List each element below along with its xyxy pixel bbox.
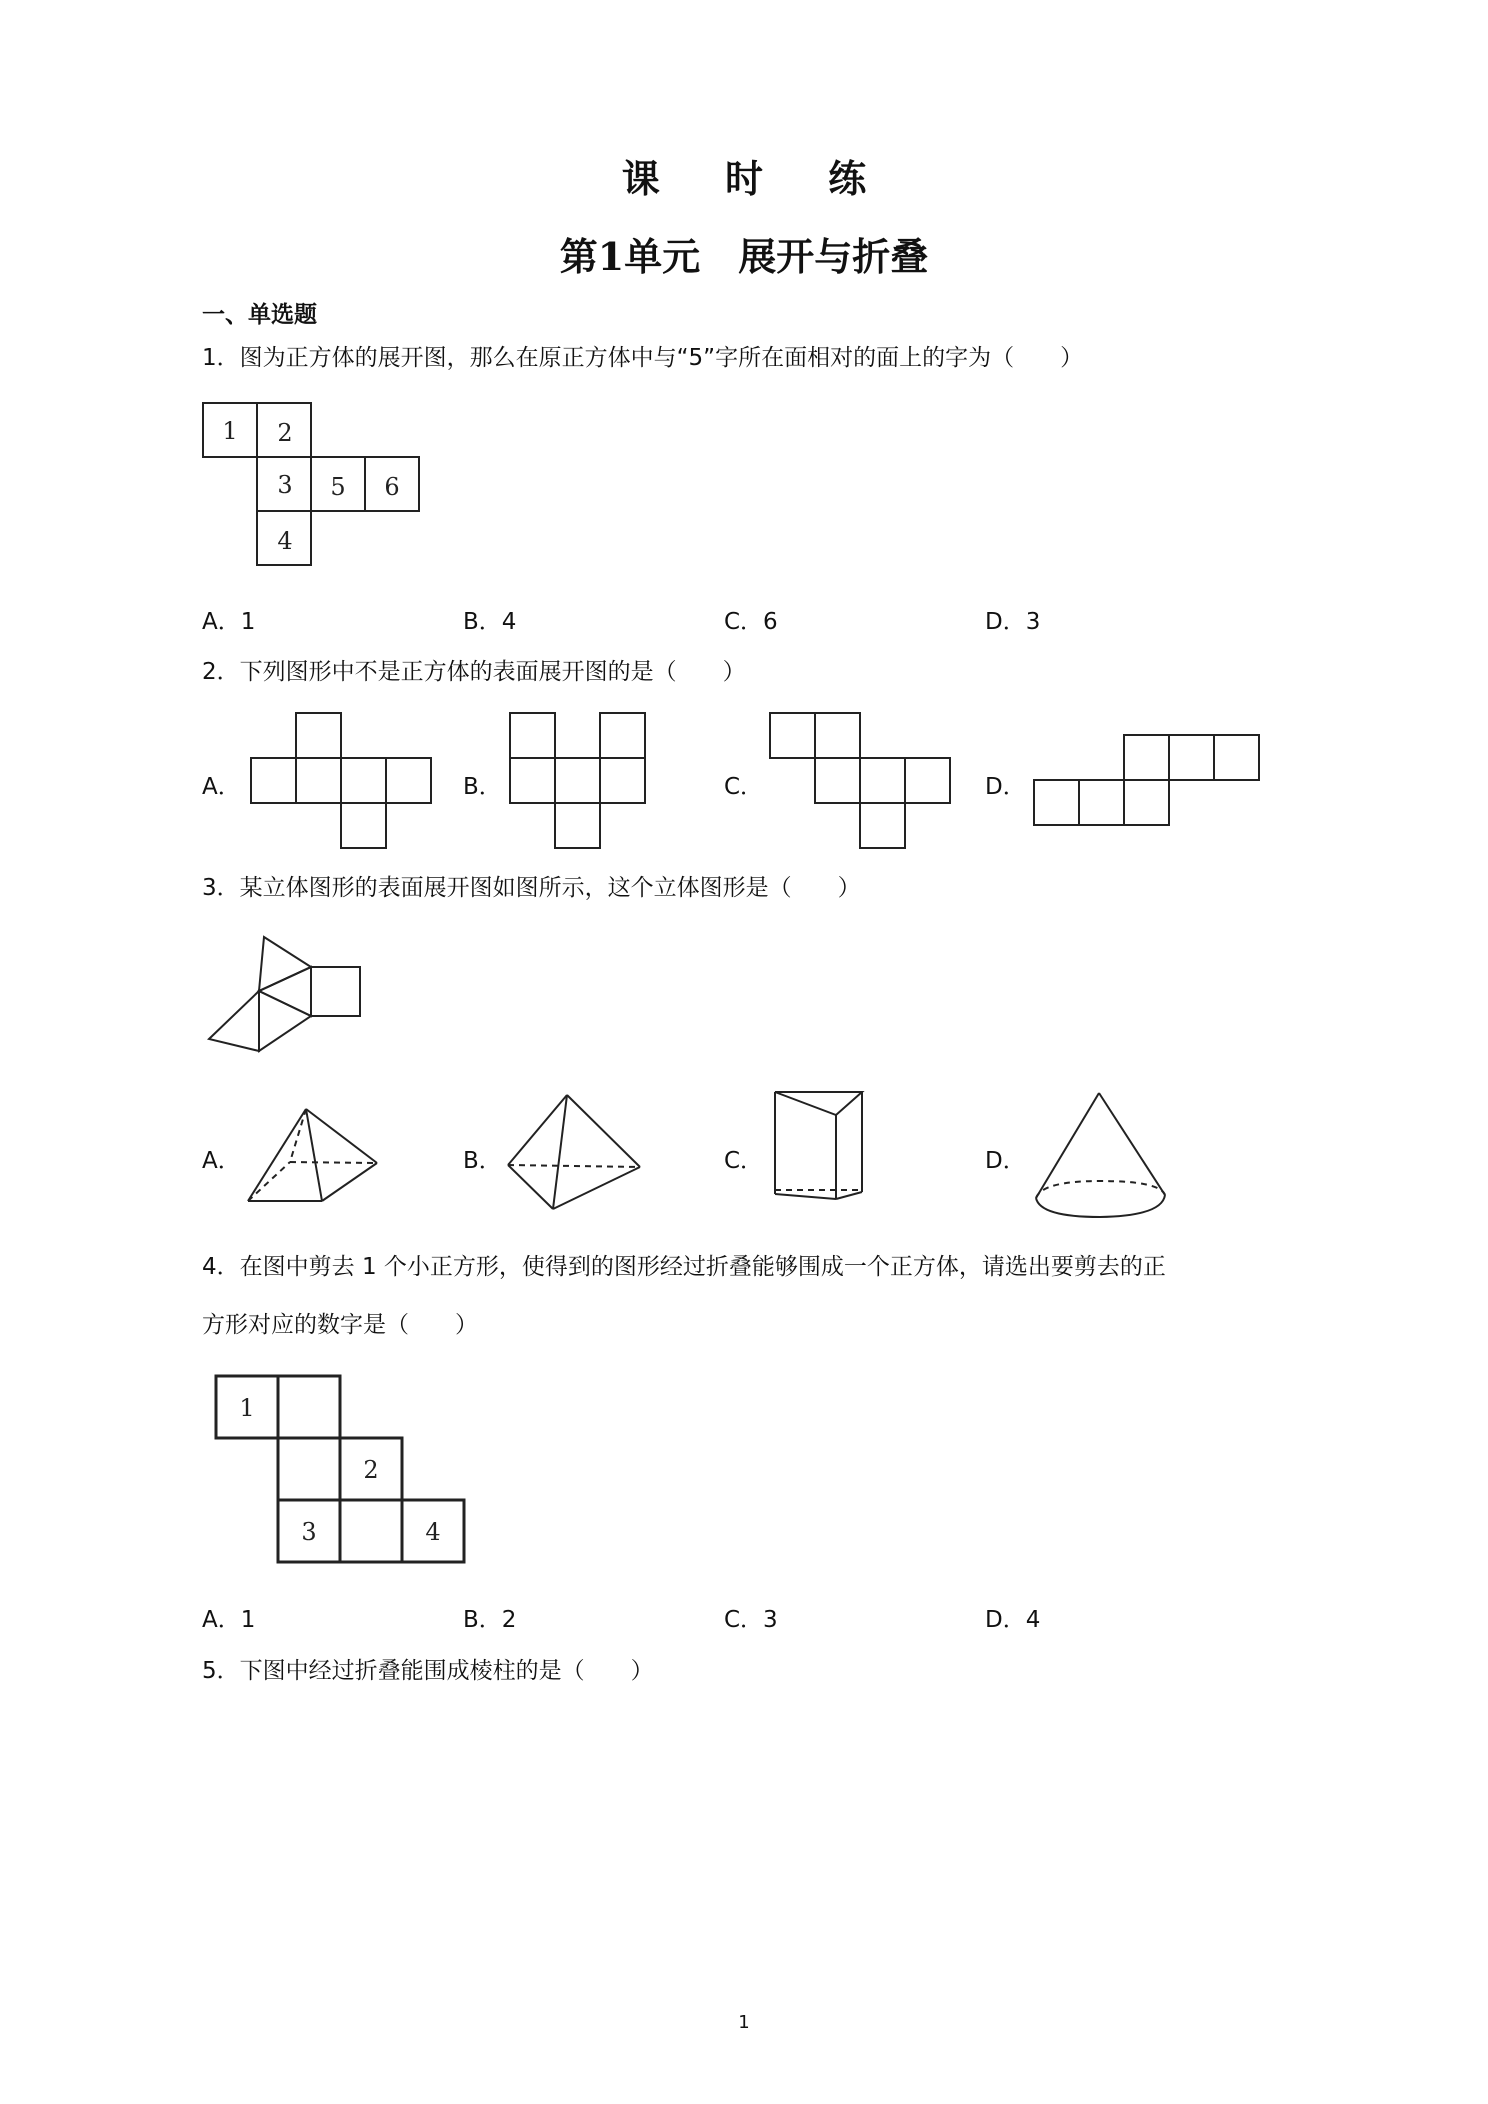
q2-option-b[interactable]: B． xyxy=(463,774,502,800)
q3-option-b[interactable]: B． xyxy=(463,1148,502,1174)
net-label-1: 1 xyxy=(222,417,238,445)
q4-option-a[interactable]: A．1 xyxy=(202,1607,256,1633)
q1-option-a[interactable]: A．1 xyxy=(202,609,256,635)
question-1-stem: 1．图为正方体的展开图，那么在原正方体中与“5”字所在面相对的面上的字为（ ） xyxy=(202,345,1084,371)
q2-option-a[interactable]: A． xyxy=(202,774,241,800)
net-label-4: 4 xyxy=(425,1518,441,1546)
section-title: 一、单选题 xyxy=(202,302,317,328)
net-label-2: 2 xyxy=(363,1456,379,1484)
question-4-stem-line1: 4．在图中剪去 1 个小正方形，使得到的图形经过折叠能够围成一个正方体，请选出要剪去的正 xyxy=(202,1254,1166,1280)
net-label-1: 1 xyxy=(239,1394,255,1422)
page-number: 1 xyxy=(738,2012,750,2033)
question-3-stem: 3．某立体图形的表面展开图如图所示，这个立体图形是（ ） xyxy=(202,875,861,901)
unit-title: 第1单元 展开与折叠 xyxy=(559,234,929,279)
q3-option-c[interactable]: C． xyxy=(724,1148,764,1174)
net-label-3: 3 xyxy=(277,471,293,499)
q4-option-b[interactable]: B．2 xyxy=(463,1607,517,1633)
net-label-2: 2 xyxy=(277,419,293,447)
question-4-stem-line2: 方形对应的数字是（ ） xyxy=(202,1312,478,1338)
q3-option-d[interactable]: D． xyxy=(985,1148,1026,1174)
document-title: 课 时 练 xyxy=(621,156,893,201)
net-label-6: 6 xyxy=(384,473,400,501)
q2-option-d[interactable]: D． xyxy=(985,774,1026,800)
q1-option-c[interactable]: C．6 xyxy=(724,609,778,635)
question-2-stem: 2．下列图形中不是正方体的表面展开图的是（ ） xyxy=(202,659,746,685)
q1-option-d[interactable]: D．3 xyxy=(985,609,1041,635)
net-label-3: 3 xyxy=(301,1518,317,1546)
q2-option-c[interactable]: C． xyxy=(724,774,764,800)
question-5-stem: 5．下图中经过折叠能围成棱柱的是（ ） xyxy=(202,1658,654,1684)
q4-option-d[interactable]: D．4 xyxy=(985,1607,1041,1633)
q4-option-c[interactable]: C．3 xyxy=(724,1607,778,1633)
net-label-4: 4 xyxy=(277,527,293,555)
net-label-5: 5 xyxy=(330,473,346,501)
q1-option-b[interactable]: B．4 xyxy=(463,609,517,635)
q3-option-a[interactable]: A． xyxy=(202,1148,241,1174)
